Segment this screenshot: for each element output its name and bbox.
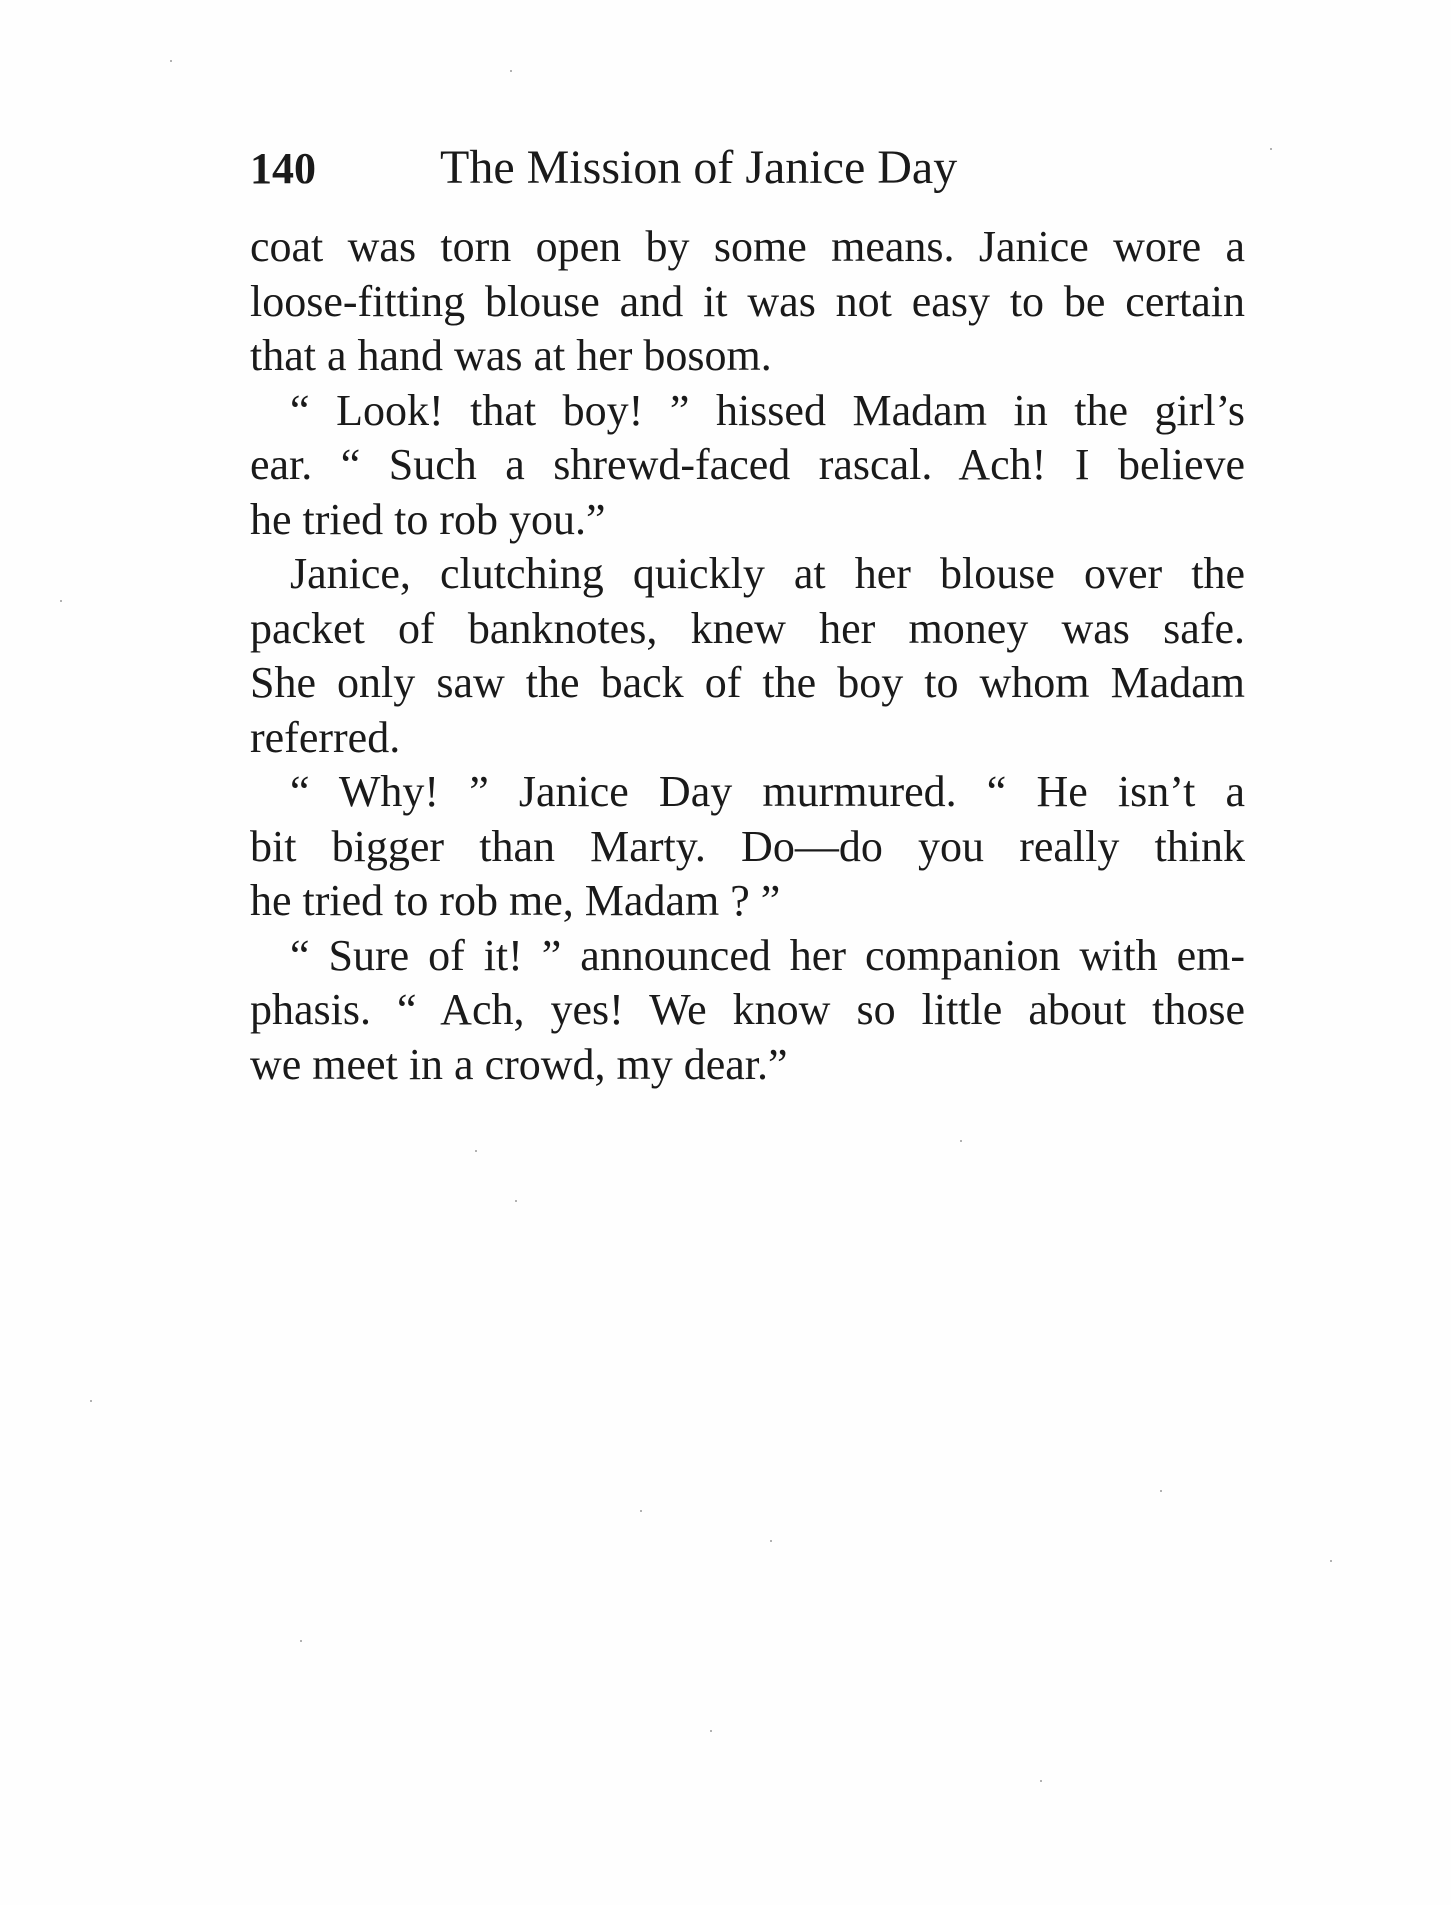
page-number: 140 xyxy=(250,144,316,193)
text-line: “ Sure of it! ” announced her companion with em- xyxy=(290,930,1245,980)
scan-speck xyxy=(1040,1780,1042,1782)
scan-speck xyxy=(475,1150,477,1152)
paragraph xyxy=(250,384,1245,548)
text-line: ear. “ Such a shrewd-faced rascal. Ach! I believe xyxy=(250,440,1245,489)
scan-speck xyxy=(510,70,512,72)
text-line: “ Look! that boy! ” hissed Madam in the girl’s xyxy=(290,385,1245,435)
scan-speck xyxy=(60,600,62,602)
text-line: She only saw the back of the boy to whom Madam xyxy=(250,658,1245,707)
scan-speck xyxy=(1270,148,1272,150)
scan-speck xyxy=(1330,1560,1332,1562)
text-line: coat was torn open by some means. Janice wore a xyxy=(250,222,1245,271)
text-line: phasis. “ Ach, yes! We know so little about those xyxy=(250,985,1245,1034)
text-line: referred. xyxy=(250,712,401,762)
paragraph xyxy=(250,547,1245,765)
scan-speck xyxy=(960,1140,962,1142)
scan-speck xyxy=(515,1200,517,1202)
scan-speck xyxy=(90,1400,92,1402)
book-title: The Mission of Janice Day xyxy=(440,141,958,194)
scan-speck xyxy=(710,1730,712,1732)
text-line: loose-fitting blouse and it was not easy to be certain xyxy=(250,276,1245,326)
page-text xyxy=(250,140,1245,1092)
text-line: we meet in a crowd, my dear.” xyxy=(250,1039,788,1089)
text-line: that a hand was at her bosom. xyxy=(250,331,772,380)
scan-speck xyxy=(1160,1490,1162,1492)
text-line: “ Why! ” Janice Day murmured. “ He isn’t a xyxy=(290,767,1245,816)
text-line: bit bigger than Marty. Do—do you really think xyxy=(250,821,1245,871)
scan-speck xyxy=(300,1640,302,1642)
text-line: packet of banknotes, knew her money was safe. xyxy=(250,603,1245,653)
text-line: Janice, clutching quickly at her blouse over the xyxy=(290,549,1245,598)
paragraph xyxy=(250,929,1245,1093)
scan-speck xyxy=(770,1540,772,1542)
scan-speck xyxy=(170,60,172,62)
running-head xyxy=(250,140,1245,220)
scan-speck xyxy=(640,1510,642,1512)
text-line: he tried to rob you.” xyxy=(250,494,606,544)
text-line: he tried to rob me, Madam ? ” xyxy=(250,876,781,925)
paragraph xyxy=(250,765,1245,929)
paragraph xyxy=(250,220,1245,384)
